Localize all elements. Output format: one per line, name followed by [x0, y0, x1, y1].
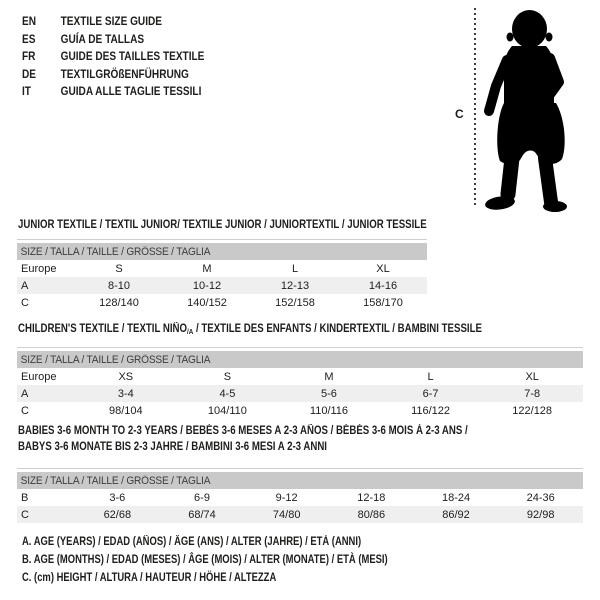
size-header-text: SIZE / TALLA / TAILLE / GRÖSSE / TAGLIA — [20, 474, 211, 487]
babies-title — [18, 423, 468, 455]
row-label: Europe — [21, 370, 57, 383]
language-code: ES — [22, 31, 36, 46]
height-cell: 104/110 — [207, 404, 247, 417]
table-top-border — [17, 468, 583, 469]
language-row-it — [22, 83, 204, 101]
height-cell: 62/68 — [103, 508, 132, 521]
height-measure-label: C — [455, 107, 464, 121]
babies-table — [17, 468, 583, 523]
size-header-text: SIZE / TALLA / TAILLE / GRÖSSE / TAGLIA — [20, 245, 211, 258]
height-cell: 68/74 — [188, 508, 216, 521]
table-row-europe — [17, 260, 427, 277]
size-cell: M — [202, 262, 212, 275]
table-top-border — [17, 239, 427, 240]
height-cell: 122/128 — [512, 404, 553, 417]
language-label: TEXTILE SIZE GUIDE — [60, 14, 163, 28]
age-cell: 14-16 — [368, 279, 398, 292]
babies-title-line2: BABYS 3-6 MONATE BIS 2-3 JAHRE / BAMBINI 3-6 MESI A 2-3 ANNI — [18, 441, 327, 453]
height-cell: 86/92 — [442, 508, 470, 521]
months-cell: 12-18 — [357, 491, 386, 504]
legend-line-b: B. AGE (MONTHS) / EDAD (MESES) / ÂGE (MOIS) / ALTER (MONATE) / ETÀ (MESI) — [22, 554, 388, 566]
height-cell: 110/116 — [309, 404, 349, 417]
size-cell: L — [291, 262, 299, 275]
language-label: GUIDA ALLE TAGLIE TESSILI — [60, 84, 202, 98]
language-label: TEXTILGRÖßENFÜHRUNG — [60, 66, 189, 81]
size-cell: XL — [525, 370, 539, 383]
age-cell: 5-6 — [321, 387, 337, 400]
months-cell: 24-36 — [526, 491, 555, 504]
row-label: C — [21, 296, 29, 309]
size-cell: S — [115, 262, 123, 275]
language-row-de — [22, 66, 204, 84]
height-cell: 152/158 — [275, 296, 315, 309]
size-cell: M — [324, 370, 334, 383]
language-list — [22, 13, 204, 101]
table-row-europe — [17, 368, 583, 385]
height-cell: 92/98 — [526, 508, 555, 521]
size-header-band — [17, 472, 583, 489]
table-top-border — [17, 347, 583, 348]
language-code: FR — [22, 49, 36, 63]
height-cell: 74/80 — [272, 508, 301, 521]
language-row-es — [22, 31, 204, 49]
size-header-text: SIZE / TALLA / TAILLE / GRÖSSE / TAGLIA — [20, 353, 211, 366]
size-cell: L — [427, 370, 434, 383]
height-cell: 80/86 — [357, 508, 386, 521]
months-cell: 3-6 — [109, 491, 126, 504]
legend-line-c: C. (cm) HEIGHT / ALTURA / HAUTEUR / HÖHE / ALTEZZA — [22, 572, 277, 584]
age-cell: 7-8 — [524, 387, 541, 400]
size-cell: S — [223, 370, 232, 383]
row-label: Europe — [21, 262, 57, 275]
table-row-months — [17, 489, 583, 506]
height-cell: 140/152 — [187, 296, 227, 309]
table-row-height — [17, 402, 583, 419]
children-table — [17, 347, 583, 419]
junior-title: JUNIOR TEXTILE / TEXTIL JUNIOR/ TEXTILE JUNIOR / JUNIORTEXTIL / JUNIOR TESSILE — [18, 219, 427, 231]
size-header-band — [17, 243, 427, 260]
age-cell: 4-5 — [219, 387, 236, 400]
age-cell: 3-4 — [117, 387, 134, 400]
months-cell: 6-9 — [194, 491, 210, 504]
age-cell: 12-13 — [280, 279, 310, 292]
row-label: C — [21, 508, 29, 521]
junior-table — [17, 239, 427, 311]
language-row-fr — [22, 48, 204, 66]
language-code: EN — [22, 14, 37, 28]
table-row-age — [17, 277, 427, 294]
height-cell: 128/140 — [99, 296, 139, 309]
row-label: A — [21, 387, 29, 400]
children-title-sub: /A — [187, 327, 194, 336]
legend-line-a: A. AGE (YEARS) / EDAD (AÑOS) / ÂGE (ANS) / ALTER (JAHRE) / ETÀ (ANNI) — [22, 536, 362, 548]
language-label: GUÍA DE TALLAS — [60, 31, 145, 46]
children-title-post: / TEXTILE DES ENFANTS / KINDERTEXTIL / BAMBINI TESSILE — [193, 323, 482, 335]
row-label: A — [21, 279, 29, 292]
row-label: B — [21, 491, 29, 504]
toddler-silhouette-image — [483, 8, 593, 213]
height-cell: 98/104 — [108, 404, 143, 417]
language-label: GUIDE DES TAILLES TEXTILE — [60, 49, 205, 63]
language-row-en — [22, 13, 204, 31]
months-cell: 18-24 — [441, 491, 471, 504]
table-row-height — [17, 294, 427, 311]
language-code: IT — [22, 84, 31, 98]
table-row-height — [17, 506, 583, 523]
language-code: DE — [22, 66, 37, 81]
age-cell: 8-10 — [107, 279, 131, 292]
row-label: C — [21, 404, 29, 417]
age-cell: 6-7 — [422, 387, 439, 400]
height-cell: 158/170 — [363, 296, 403, 309]
children-title-pre: CHILDREN'S TEXTILE / TEXTIL NIÑO — [18, 323, 188, 335]
size-header-band — [17, 351, 583, 368]
months-cell: 9-12 — [275, 491, 298, 504]
table-row-age — [17, 385, 583, 402]
age-cell: 10-12 — [192, 279, 222, 292]
height-measure-dashed-line — [474, 8, 476, 208]
children-title — [18, 321, 482, 340]
babies-title-line1: BABIES 3-6 MONTH TO 2-3 YEARS / BEBÉS 3-6 MESES A 2-3 AÑOS / BÉBÉS 3-6 MOIS À 2-3 ANS / — [18, 425, 468, 437]
size-cell: XS — [118, 370, 134, 383]
height-cell: 116/122 — [411, 404, 451, 417]
measure-legend — [22, 533, 388, 587]
size-cell: XL — [376, 262, 390, 275]
